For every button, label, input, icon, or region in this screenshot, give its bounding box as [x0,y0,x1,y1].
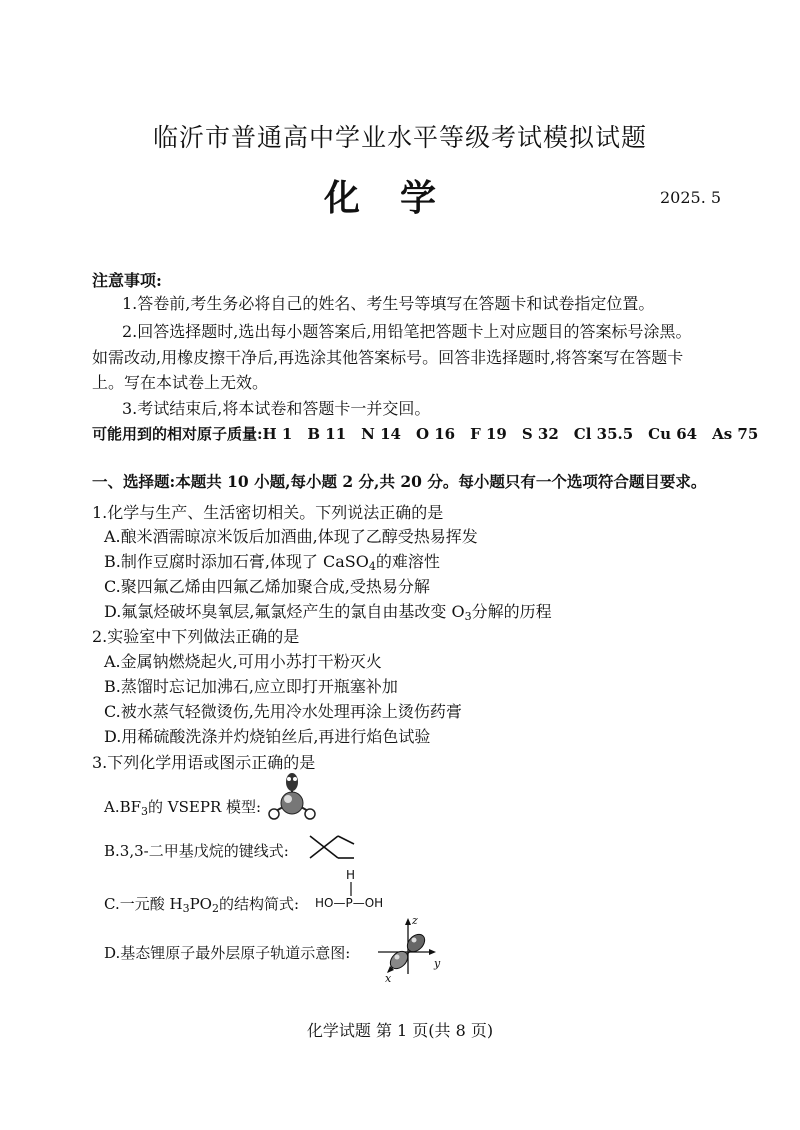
atomic-mass-line: 可能用到的相对原子质量:H 1 B 11 N 14 O 16 F 19 S 32 Cl 35.5 Cu 64 As 75 [92,425,759,443]
axis-z-label: z [412,914,418,927]
notice-heading: 注意事项: [92,271,162,290]
q1-option-a: A.酿米酒需晾凉米饭后加酒曲,体现了乙醇受热易挥发 [104,527,478,546]
q3-option-a: $A.BF_3$的 VSEPR 模型: [104,798,262,818]
q3-c-formula-bond [349,882,353,896]
notice-item-2-line-1: 2.回答选择题时,选出每小题答案后,用铅笔把答题卡上对应题目的答案标号涂黑。 [122,322,692,341]
q2-option-b: B.蒸馏时忘记加沸石,应立即打开瓶塞补加 [104,677,398,696]
q2-option-d: D.用稀硫酸洗涤并灼烧铂丝后,再进行焰色试验 [104,727,431,746]
exam-title: 临沂市普通高中学业水平等级考试模拟试题 [152,123,647,152]
q1-stem: 1.化学与生产、生活密切相关。下列说法正确的是 [92,503,444,522]
q3-c-formula-h: H [346,868,356,882]
q2-option-a: A.金属钠燃烧起火,可用小苏打干粉灭火 [104,652,382,671]
notice-item-2-line-3: 上。写在本试卷上无效。 [92,373,269,392]
section-1-heading: 一、选择题:本题共 10 小题,每小题 2 分,共 20 分。每小题只有一个选项符合题目要求。 [92,472,707,491]
notice-item-3: 3.考试结束后,将本试卷和答题卡一并交回。 [122,399,431,418]
notice-item-2-line-2: 如需改动,用橡皮擦干净后,再选涂其他答案标号。回答非选择题时,将答案写在答题卡 [92,348,684,367]
q1-option-b: B.制作豆腐时添加石膏,体现了 CaSO$_4$的难溶性 [104,552,440,573]
axis-x-label: x [385,972,392,985]
bf3-vsepr-model-figure [262,770,322,830]
subject-title: 化学 [323,177,476,219]
q3-option-b: B.3,3-二甲基戊烷的键线式: [104,842,289,860]
q2-stem: 2.实验室中下列做法正确的是 [92,627,300,646]
notice-item-1: 1.答卷前,考生务必将自己的姓名、考生号等填写在答题卡和试卷指定位置。 [122,294,655,313]
page-footer: 化学试题 第 1 页(共 8 页) [306,1021,494,1040]
q3-option-c: C.一元酸 $H_3PO_2$的结构简式: [104,895,300,915]
skeletal-formula-figure [308,834,360,860]
q1-option-c: C.聚四氟乙烯由四氟乙烯加聚合成,受热易分解 [104,577,430,596]
q2-option-c: C.被水蒸气轻微烫伤,先用冷水处理再涂上烫伤药膏 [104,702,462,721]
q3-stem: 3.下列化学用语或图示正确的是 [92,753,316,772]
q3-c-formula-main: HO—P—OH [315,896,384,910]
p-orbital-figure [372,918,444,982]
q1-option-d: D.氟氯烃破坏臭氧层,氟氯烃产生的氯自由基改变 $O_3$分解的历程 [104,602,552,623]
exam-date: 2025. 5 [660,188,722,207]
q3-option-d: D.基态锂原子最外层原子轨道示意图: [104,944,351,962]
axis-y-label: y [434,957,441,970]
